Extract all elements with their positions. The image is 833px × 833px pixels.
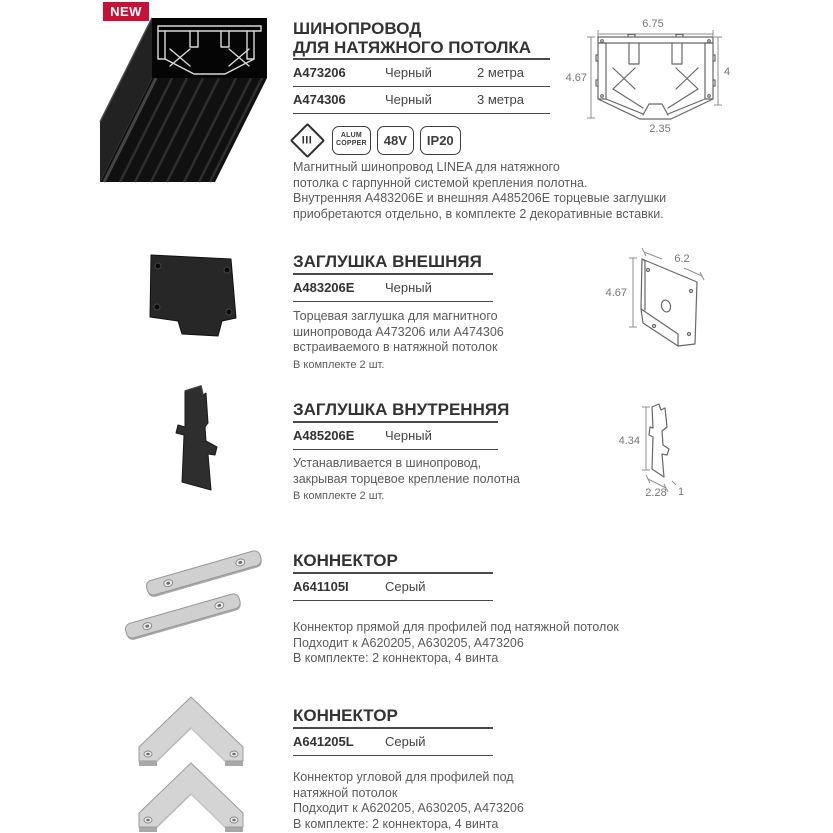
tech-drawing-internal-cap: [606, 395, 711, 500]
dim-depth: 1: [678, 486, 685, 498]
section-title-straight-connector: КОННЕКТОР: [293, 551, 398, 570]
description-line: Коннектор прямой для профилей под натяжной потолок: [293, 620, 619, 634]
dim-height-right: 4: [724, 66, 731, 78]
description-external-cap: [293, 309, 573, 372]
section-title-corner-connector: КОННЕКТОР: [293, 706, 398, 725]
length-cell: 2 метра: [477, 65, 524, 80]
dim-width-bottom: 2.35: [649, 123, 671, 135]
description-line: потолка с гарпунной системой крепления полотна.: [293, 175, 588, 190]
ip-rating-label: IP20: [426, 132, 454, 148]
protection-class-label: III: [302, 133, 313, 146]
article-table-internal-cap: [293, 423, 498, 450]
description-line: Устанавливается в шинопровод,: [293, 456, 482, 470]
description-line: шинопровода A473206 или A474306: [293, 324, 504, 339]
article-cell: A473206: [293, 65, 346, 80]
color-cell: Черный: [385, 65, 432, 80]
alum-copper-icon: [332, 126, 371, 155]
description-line: закрывая торцевое крепление полотна: [293, 471, 520, 486]
color-cell: Серый: [385, 734, 426, 749]
article-row: [293, 423, 498, 450]
section-title-track: [293, 19, 531, 57]
description-internal-cap: [293, 456, 573, 503]
dim-height-left: 4.67: [605, 287, 627, 299]
description-track: [293, 160, 693, 222]
voltage-label: 48V: [383, 132, 407, 148]
article-table-external-cap: [293, 275, 493, 302]
description-line: приобретаются отдельно, в комплекте 2 декоративные вставки.: [293, 206, 664, 221]
article-row: [293, 87, 550, 114]
protection-class-3-icon: [290, 122, 325, 157]
kit-note: В комплекте 2 шт.: [293, 358, 385, 371]
article-cell: A474306: [293, 92, 346, 107]
description-corner-connector: [293, 770, 613, 832]
article-cell: A485206E: [293, 428, 355, 443]
description-line: В комплекте: 2 коннектора, 4 винта: [293, 816, 499, 831]
length-cell: 3 метра: [477, 92, 524, 107]
tech-drawing-track: [565, 10, 795, 138]
section-title-external-cap: ЗАГЛУШКА ВНЕШНЯЯ: [293, 252, 482, 271]
description-line: Подходит к A620205, A630205, A473206: [293, 635, 524, 650]
dim-height-left: 4.67: [565, 72, 587, 84]
product-photo-external-cap: [132, 242, 267, 342]
description-line: Внутренняя A483206E и внешняя A485206E торцевые заглушки: [293, 191, 667, 205]
description-straight-connector: [293, 620, 619, 667]
voltage-icon: [377, 126, 414, 155]
color-cell: Черный: [385, 92, 432, 107]
ip-rating-icon: [420, 126, 461, 155]
article-row: [293, 275, 493, 302]
dim-height-left: 4.34: [618, 435, 640, 447]
color-cell: Серый: [385, 579, 426, 594]
color-cell: Черный: [385, 280, 432, 295]
description-line: В комплекте: 2 коннектора, 4 винта: [293, 651, 499, 665]
article-cell: A483206E: [293, 280, 355, 295]
kit-note: В комплекте 2 шт.: [293, 490, 385, 502]
title-line: ШИНОПРОВОД: [293, 19, 422, 38]
article-row: [293, 574, 493, 601]
section-title-internal-cap: ЗАГЛУШКА ВНУТРЕННЯЯ: [293, 400, 510, 419]
tech-drawing-external-cap: [596, 246, 714, 351]
description-line: Подходит к A620205, A630205, A473206: [293, 801, 524, 815]
article-row: [293, 729, 493, 756]
title-line: ДЛЯ НАТЯЖНОГО ПОТОЛКА: [293, 38, 532, 57]
dim-width-bottom: 2.28: [645, 487, 667, 499]
description-line: натяжной потолок: [293, 785, 398, 800]
color-cell: Черный: [385, 428, 432, 443]
copper-label: COPPER: [336, 140, 367, 147]
dim-width-top: 6.75: [642, 18, 664, 30]
article-row: [293, 60, 550, 87]
description-line: Магнитный шинопровод LINEA для натяжного: [293, 160, 560, 174]
article-table-corner-connector: [293, 729, 493, 756]
article-table-straight-connector: [293, 574, 493, 601]
alum-label: ALUM: [340, 132, 362, 139]
product-photo-corner-connector: [126, 690, 266, 832]
article-table-track: [293, 60, 550, 114]
description-line: Торцевая заглушка для магнитного: [293, 309, 498, 323]
new-badge: NEW: [103, 2, 149, 21]
product-photo-straight-connector: [120, 537, 268, 649]
description-line: встраиваемого в натяжной потолок: [293, 340, 498, 354]
dim-width-top: 6.2: [674, 253, 690, 265]
spec-icons: [289, 124, 461, 156]
product-photo-internal-cap: [160, 383, 240, 498]
article-cell: A641205L: [293, 734, 354, 749]
product-photo-track: [90, 4, 282, 194]
description-line: Коннектор угловой для профилей под: [293, 770, 514, 784]
article-cell: A641105I: [293, 579, 349, 594]
